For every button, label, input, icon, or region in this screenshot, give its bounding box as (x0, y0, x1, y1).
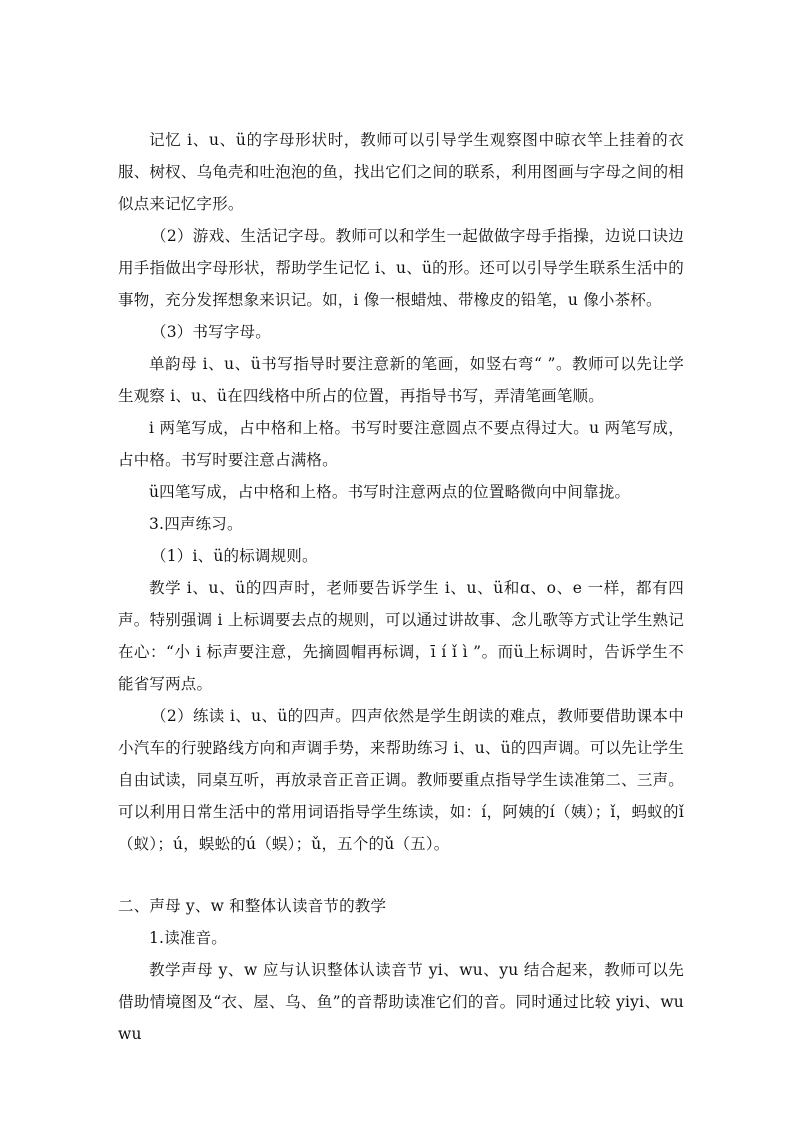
paragraph-tone-rules: 教学 i、u、ü的四声时，老师要告诉学生 i、u、ü和ɑ、o、e 一样，都有四声。特别强调 i 上标调要去点的规则，可以通过讲故事、念儿歌等方式让学生熟记在心：“小 i 标声要注意，先摘圆帽再标调，ī í ǐ ì ”。而ü上标调时，告诉学生不能省写两点。 (118, 579, 684, 693)
section-heading: 二、声母 y、w 和整体认读音节的教学 (118, 897, 387, 915)
paragraph-writing-guidance: 单韵母 i、u、ü书写指导时要注意新的笔画，如竖右弯“ ”。教师可以先让学生观察 i、u、ü在四线格中所占的位置，再指导书写，弄清笔画笔顺。 (118, 355, 684, 405)
paragraph-writing-letters-heading: （3）书写字母。 (151, 323, 271, 341)
paragraph-i-u-strokes: i 两笔写成，占中格和上格。书写时要注意圆点不要点得过大。u 两笔写成，占中格。书写时要注意占满格。 (118, 419, 684, 469)
paragraph-tone-rules-heading: （1）i、ü的标调规则。 (151, 547, 318, 565)
paragraph-letter-shape-memory: 记忆 i、u、ü的字母形状时，教师可以引导学生观察图中晾衣竿上挂着的衣服、树杈、乌龟壳和吐泡泡的鱼，找出它们之间的联系，利用图画与字母之间的相似点来记忆字形。 (118, 131, 684, 213)
document-body (118, 124, 684, 1050)
paragraph-tone-practice: （2）练读 i、u、ü的四声。四声依然是学生朗读的难点，教师要借助课本中小汽车的行驶路线方向和声调手势，来帮助练习 i、u、ü的四声调。可以先让学生自由试读，同桌互听，再放录音正音正调。教师要重点指导学生读准第二、三声。可以利用日常生活中的常用词语指导学生练读，如：í，阿姨的í（姨）；ǐ，蚂蚁的ǐ（蚁）；ú，蜈蚣的ú（蜈）；ǔ，五个的ǔ（五）。 (118, 707, 684, 853)
section-spacer (118, 860, 684, 890)
paragraph-pronunciation-heading: 1.读准音。 (149, 929, 227, 947)
paragraph-game-life-letters: （2）游戏、生活记字母。教师可以和学生一起做做字母手指操，边说口诀边用手指做出字母形状，帮助学生记忆 i、u、ü的形。还可以引导学生联系生活中的事物，充分发挥想象来识记。如，i 像一根蜡烛、带橡皮的铅笔，u 像小茶杯。 (118, 227, 684, 309)
paragraph-u-umlaut-strokes: ü四笔写成，占中格和上格。书写时注意两点的位置略微向中间靠拢。 (149, 483, 631, 501)
paragraph-four-tones-heading: 3.四声练习。 (149, 515, 243, 533)
paragraph-pronunciation-guidance: 教学声母 y、w 应与认识整体认读音节 yi、wu、yu 结合起来，教师可以先借助情境图及“衣、屋、乌、鱼”的音帮助读准它们的音。同时通过比较 yiyi、wuwu (118, 961, 684, 1043)
